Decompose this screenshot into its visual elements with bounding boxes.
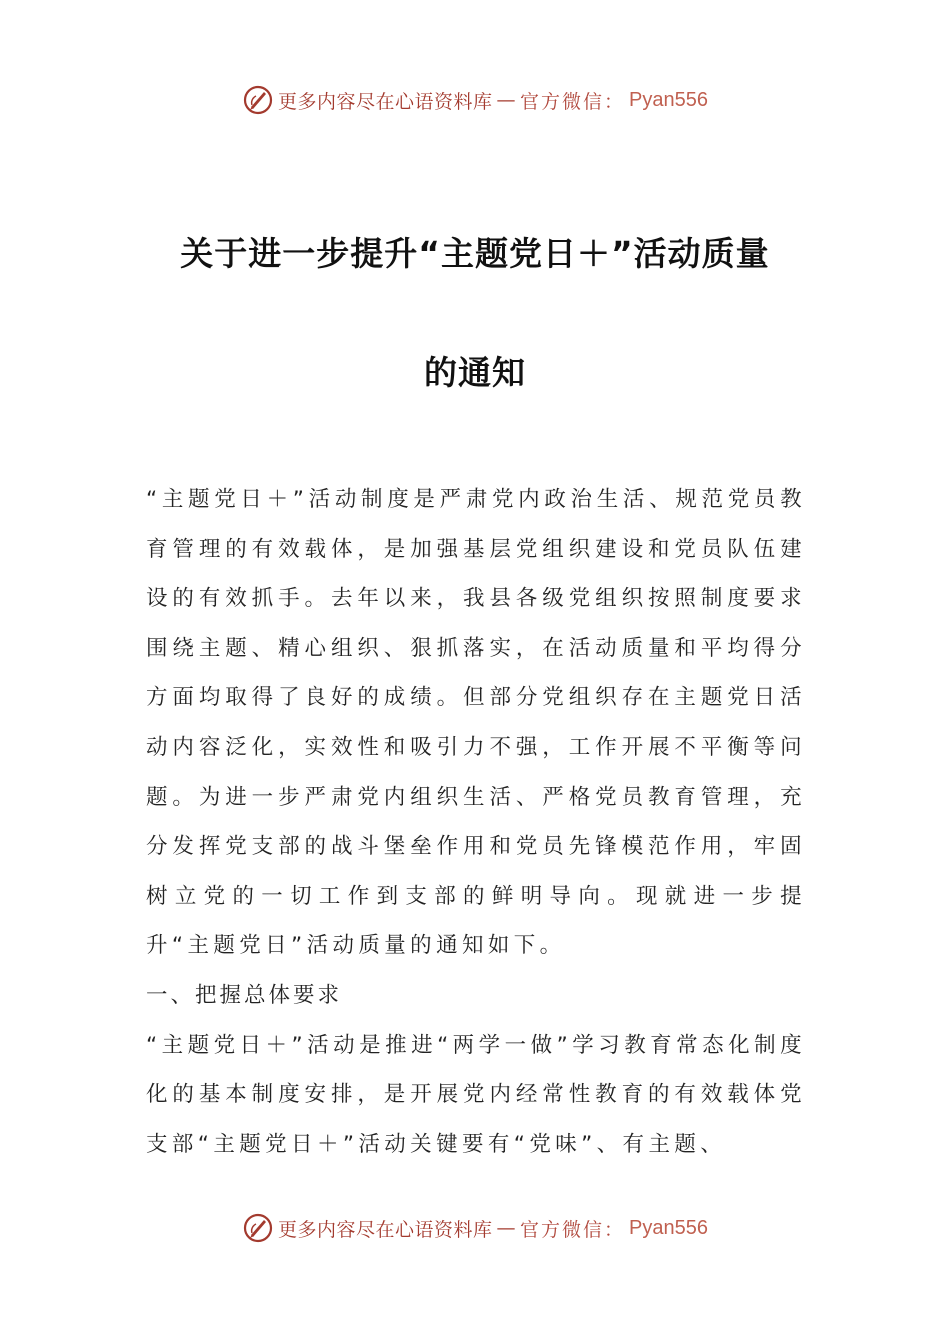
watermark-site-text: 更多内容尽在心语资料库	[278, 90, 493, 113]
watermark-wechat-id: Pyan556	[629, 88, 708, 111]
watermark-wechat-label: 官方微信：	[520, 90, 626, 113]
quill-logo-icon	[242, 1212, 274, 1244]
quill-logo-icon	[242, 84, 274, 116]
body-paragraph-2: “主题党日＋”活动是推进“两学一做”学习教育常态化制度化的基本制度安排，是开展党内经常性教育的有效载体党支部“主题党日＋”活动关键要有“党味”、有主题、	[146, 1032, 806, 1157]
body-paragraph-1: “主题党日＋”活动制度是严肃党内政治生活、规范党员教育管理的有效载体，是加强基层党组织建设和党员队伍建设的有效抓手。去年以来，我县各级党组织按照制度要求围绕主题、精心组织、狠抓落实，在活动质量和平均得分方面均取得了良好的成绩。但部分党组织存在主题党日活动内容泛化，实效性和吸引力不强，工作开展不平衡等问题。为进一步严肃党内组织生活、严格党员教育管理，充分发挥党支部的战斗堡垒作用和党员先锋模范作用，牢固树立党的一切工作到支部的鲜明导向。现就进一步提升“主题党日”活动质量的通知如下。	[146, 487, 806, 959]
watermark-wechat-id: Pyan556	[629, 1216, 708, 1239]
section-heading-1: 一、把握总体要求	[146, 982, 343, 1008]
document-title-line-1: 关于进一步提升“主题党日＋”活动质量	[180, 234, 770, 273]
watermark-dash: —	[496, 1217, 517, 1239]
watermark-site-text: 更多内容尽在心语资料库	[278, 1218, 493, 1241]
watermark-footer	[0, 1212, 950, 1244]
watermark-header	[0, 84, 950, 116]
document-title-line-2: 的通知	[424, 353, 526, 392]
watermark-dash: —	[496, 89, 517, 111]
watermark-wechat-label: 官方微信：	[520, 1218, 626, 1241]
document-body	[146, 475, 806, 1169]
